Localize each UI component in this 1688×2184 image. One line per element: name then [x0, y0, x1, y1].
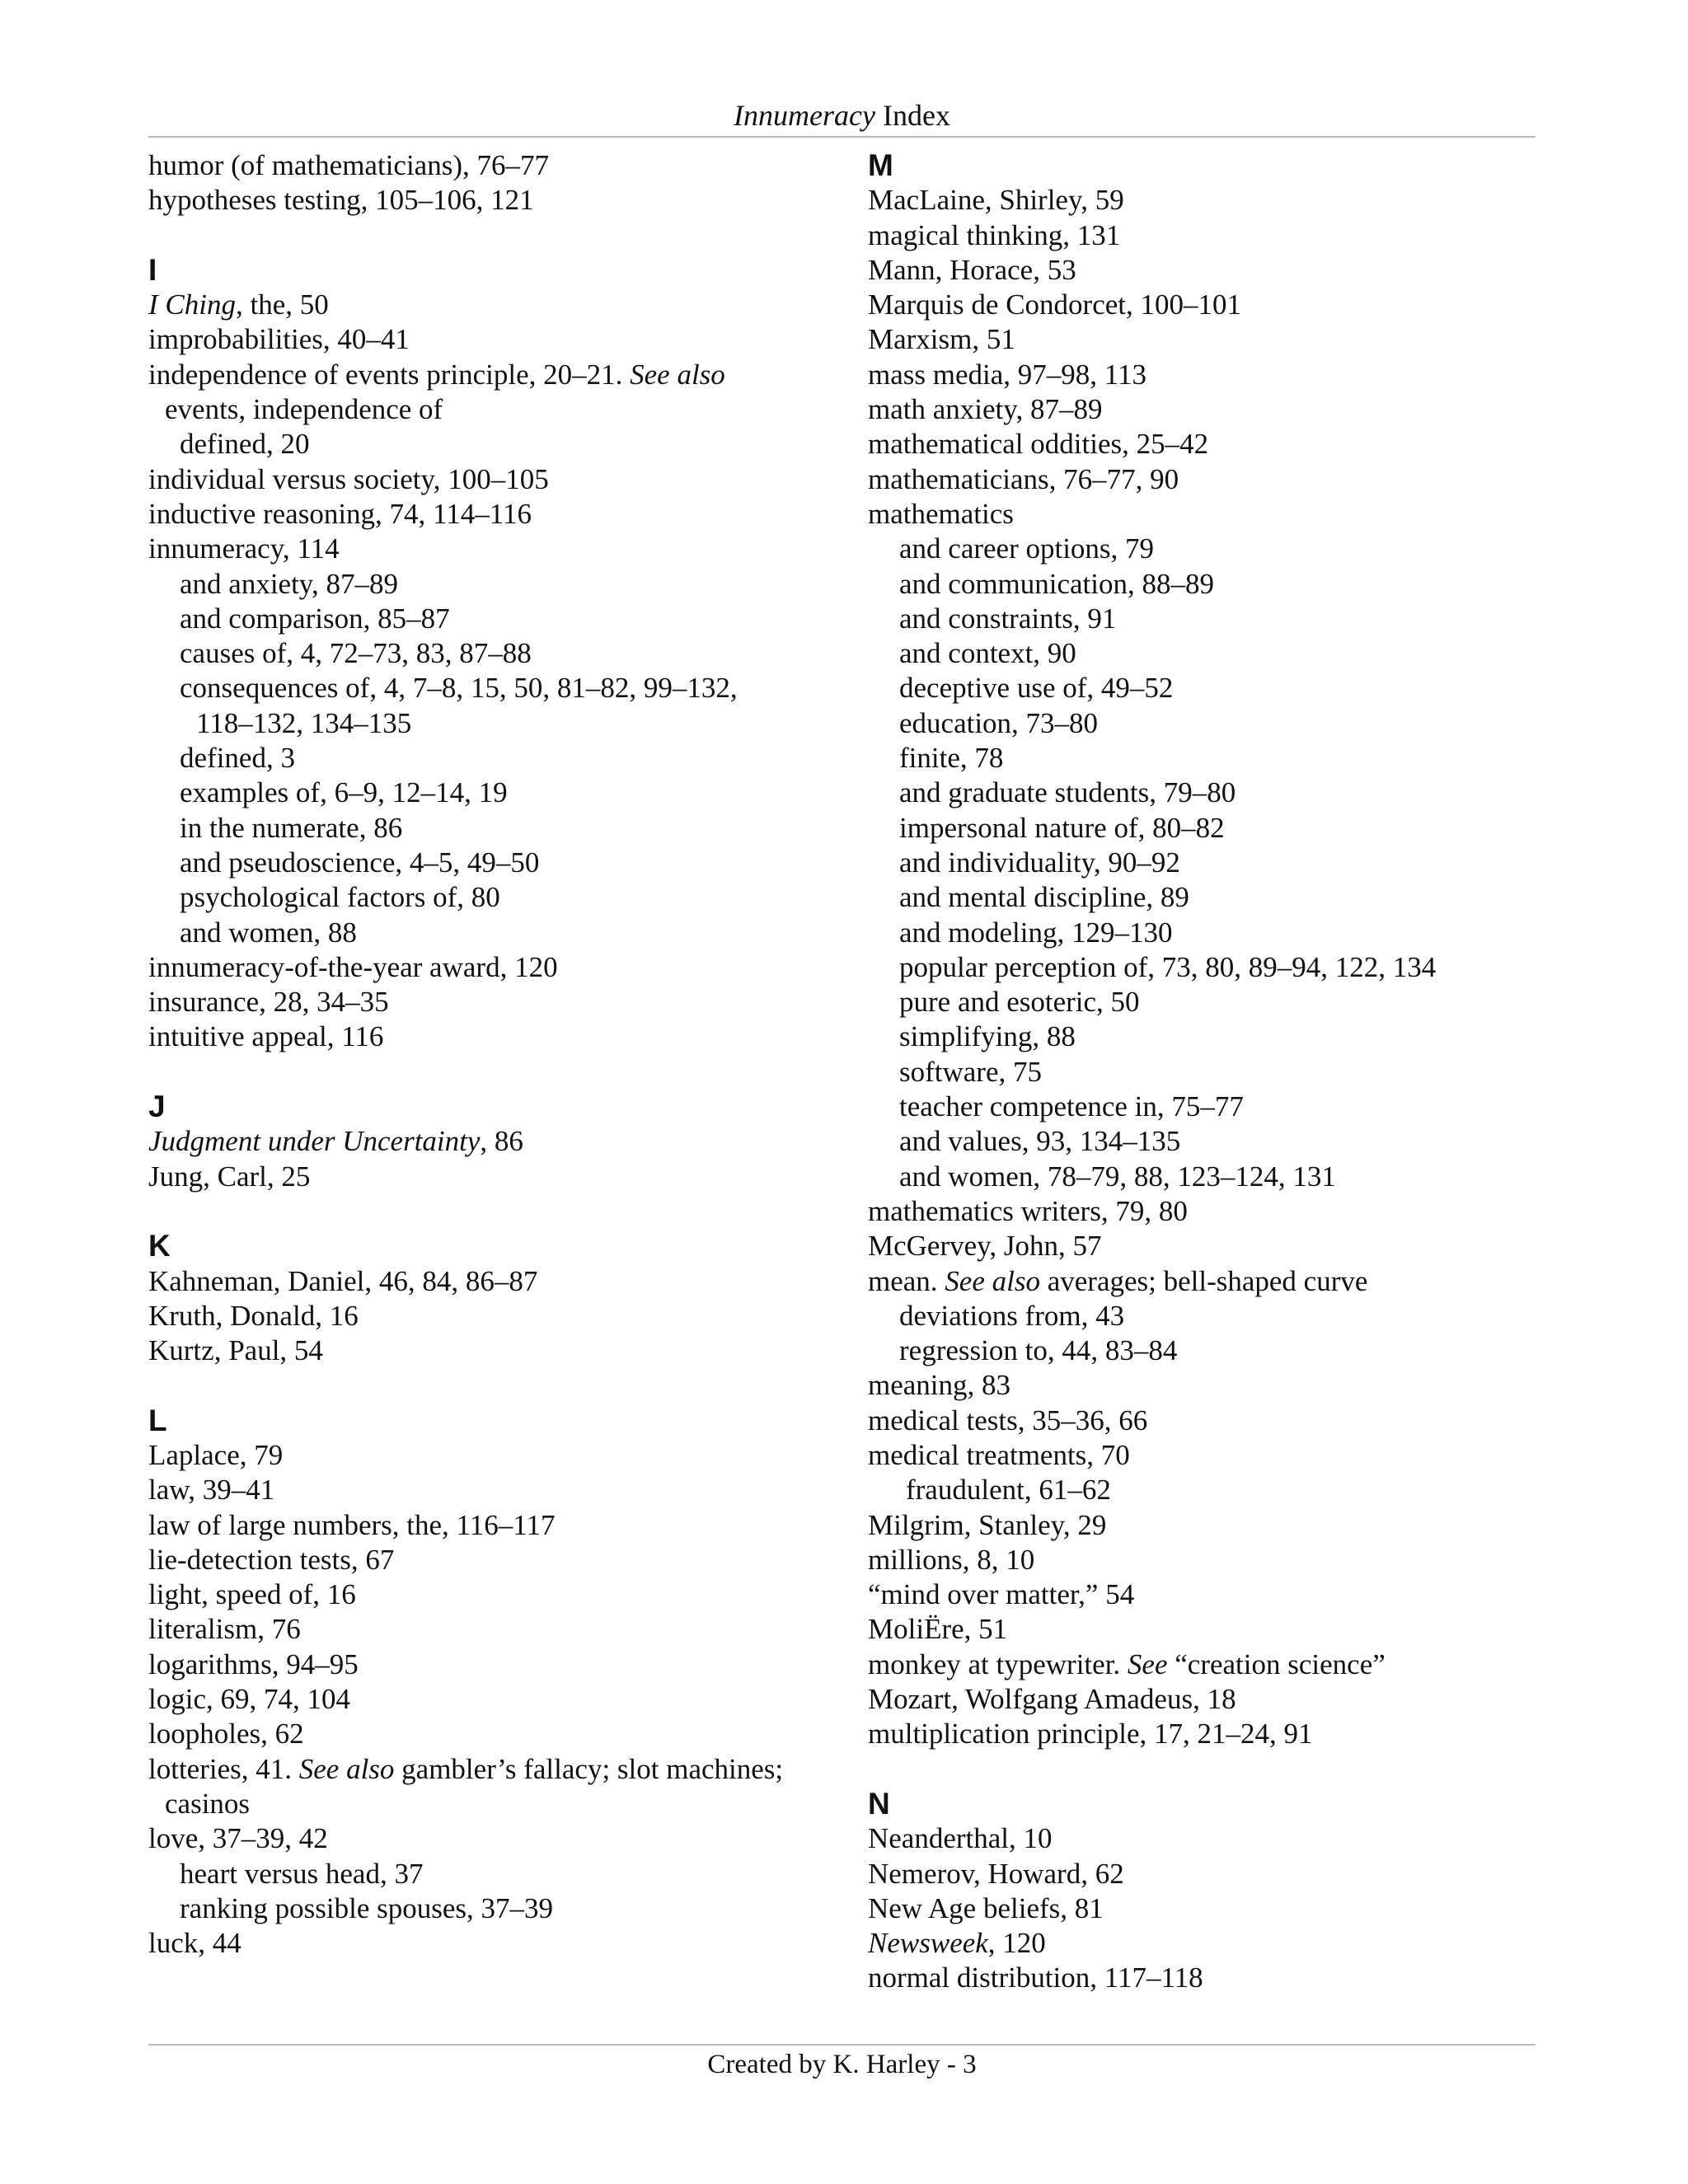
- index-entry: [148, 1299, 857, 1333]
- index-entry: [148, 1019, 857, 1054]
- index-entry: [868, 1961, 1536, 1995]
- index-italic-text: I Ching: [148, 288, 236, 321]
- index-entry: [148, 183, 857, 218]
- index-entry: [868, 427, 1536, 462]
- section-gap: [148, 1368, 857, 1403]
- index-text: defined, 3: [180, 742, 295, 775]
- index-text: ranking possible spouses, 37–39: [180, 1891, 554, 1924]
- index-subentry: [868, 636, 1536, 671]
- index-text: inductive reasoning, 74, 114–116: [148, 497, 532, 530]
- index-subentry: [868, 1019, 1536, 1054]
- index-subentry: [868, 1333, 1536, 1368]
- index-subentry: [868, 532, 1536, 566]
- index-text: examples of, 6–9, 12–14, 19: [180, 776, 508, 809]
- index-subentry: [148, 567, 857, 602]
- index-entry-continuation: [148, 1787, 857, 1821]
- header-divider: [148, 136, 1536, 138]
- index-text: MoliËre, 51: [868, 1613, 1008, 1646]
- index-text: Jung, Carl, 25: [148, 1160, 311, 1193]
- index-entry: [148, 1473, 857, 1507]
- index-subentry-continuation: [148, 706, 857, 741]
- index-entry: [148, 322, 857, 357]
- index-text: impersonal nature of, 80–82: [899, 811, 1225, 844]
- index-text: hypotheses testing, 105–106, 121: [148, 184, 534, 217]
- index-subentry: [868, 1299, 1536, 1333]
- index-text: L: [148, 1403, 167, 1437]
- index-text: and modeling, 129–130: [899, 916, 1173, 949]
- index-entry: [148, 1821, 857, 1856]
- section-gap: [148, 218, 857, 253]
- index-entry: [148, 985, 857, 1019]
- index-entry: [868, 1368, 1536, 1403]
- index-entry: [868, 1577, 1536, 1612]
- index-subentry: [868, 776, 1536, 810]
- index-entry: [868, 392, 1536, 427]
- index-entry: [148, 1438, 857, 1473]
- index-text: monkey at typewriter.: [868, 1647, 1128, 1680]
- index-text: and individuality, 90–92: [899, 846, 1180, 879]
- index-text: humor (of mathematicians), 76–77: [148, 149, 549, 181]
- index-text: averages; bell-shaped curve: [1039, 1264, 1368, 1297]
- index-entry: [868, 1194, 1536, 1229]
- index-subentry: [148, 427, 857, 462]
- index-entry: [148, 288, 857, 322]
- index-text: education, 73–80: [899, 706, 1099, 739]
- index-text: math anxiety, 87–89: [868, 393, 1103, 426]
- index-entry: [148, 462, 857, 497]
- index-entry: [148, 950, 857, 985]
- index-entry: [148, 1682, 857, 1717]
- index-text: 118–132, 134–135: [196, 706, 412, 739]
- section-gap: [868, 1752, 1536, 1787]
- index-text: psychological factors of, 80: [180, 881, 500, 914]
- index-column-right: [868, 148, 1536, 1996]
- index-text: “creation science”: [1167, 1647, 1386, 1680]
- index-italic-text: Newsweek: [868, 1927, 988, 1960]
- index-entry: [148, 1577, 857, 1612]
- index-text: insurance, 28, 34–35: [148, 986, 389, 1019]
- section-letter: [148, 1229, 857, 1263]
- index-text: casinos: [165, 1787, 251, 1820]
- index-subentry: [868, 811, 1536, 846]
- index-entry: [148, 1333, 857, 1368]
- index-column-left: [148, 148, 857, 1961]
- index-subentry: [868, 880, 1536, 915]
- index-entry: [868, 288, 1536, 322]
- index-text: mathematical oddities, 25–42: [868, 428, 1209, 461]
- index-entry: [868, 322, 1536, 357]
- index-entry: [868, 253, 1536, 288]
- index-text: and context, 90: [899, 637, 1076, 670]
- index-entry: [148, 1717, 857, 1751]
- index-text: and mental discipline, 89: [899, 881, 1189, 914]
- page-footer: Created by K. Harley - 3: [707, 2050, 977, 2079]
- index-text: simplifying, 88: [899, 1020, 1076, 1053]
- index-text: lotteries, 41.: [148, 1752, 299, 1785]
- index-subentry: [148, 741, 857, 776]
- index-entry: [148, 358, 857, 392]
- index-text: mathematicians, 76–77, 90: [868, 462, 1179, 495]
- index-entry: [148, 1543, 857, 1577]
- index-text: New Age beliefs, 81: [868, 1891, 1104, 1924]
- index-text: law, 39–41: [148, 1474, 275, 1507]
- index-subentry: [868, 916, 1536, 950]
- index-subentry: [868, 1160, 1536, 1194]
- index-subentry: [148, 846, 857, 880]
- index-text: and values, 93, 134–135: [899, 1125, 1181, 1158]
- index-entry: [868, 1717, 1536, 1751]
- header-title-italic: Innumeracy: [734, 99, 875, 132]
- index-text: defined, 20: [180, 428, 310, 461]
- index-italic-text: See also: [298, 1752, 395, 1785]
- index-text: J: [148, 1090, 166, 1124]
- index-text: Kurtz, Paul, 54: [148, 1334, 323, 1367]
- index-text: Laplace, 79: [148, 1438, 284, 1471]
- index-entry: [148, 1124, 857, 1159]
- index-italic-text: Judgment under Uncertainty: [148, 1125, 481, 1158]
- index-entry: [148, 1752, 857, 1787]
- section-letter: [868, 1787, 1536, 1821]
- index-entry: [868, 1264, 1536, 1299]
- index-text: , 120: [987, 1927, 1046, 1960]
- index-entry: [868, 1229, 1536, 1263]
- index-text: medical tests, 35–36, 66: [868, 1404, 1148, 1436]
- index-subentry: [148, 811, 857, 846]
- index-text: software, 75: [899, 1055, 1043, 1088]
- index-text: intuitive appeal, 116: [148, 1020, 384, 1053]
- index-entry: [868, 1612, 1536, 1647]
- index-text: normal distribution, 117–118: [868, 1961, 1203, 1994]
- index-text: love, 37–39, 42: [148, 1822, 328, 1855]
- index-entry: [868, 497, 1536, 532]
- index-italic-text: See: [1127, 1647, 1168, 1680]
- index-text: K: [148, 1229, 171, 1263]
- index-subentry: [148, 776, 857, 810]
- index-text: pure and esoteric, 50: [899, 986, 1140, 1019]
- index-text: McGervey, John, 57: [868, 1230, 1102, 1263]
- index-subentry: [868, 1473, 1536, 1507]
- index-text: Kahneman, Daniel, 46, 84, 86–87: [148, 1264, 538, 1297]
- index-text: meaning, 83: [868, 1369, 1011, 1402]
- index-subentry: [148, 602, 857, 636]
- section-letter: [868, 148, 1536, 183]
- index-text: and communication, 88–89: [899, 567, 1215, 600]
- page-header: [148, 97, 1536, 134]
- index-subentry: [868, 1055, 1536, 1090]
- index-text: Marxism, 51: [868, 323, 1015, 356]
- index-subentry: [148, 916, 857, 950]
- index-entry-continuation: [148, 392, 857, 427]
- index-text: teacher competence in, 75–77: [899, 1090, 1244, 1123]
- index-subentry: [868, 1124, 1536, 1159]
- index-entry: [868, 462, 1536, 497]
- index-text: finite, 78: [899, 742, 1004, 775]
- index-text: and graduate students, 79–80: [899, 776, 1236, 809]
- index-entry: [868, 1891, 1536, 1926]
- index-text: causes of, 4, 72–73, 83, 87–88: [180, 637, 532, 670]
- index-text: improbabilities, 40–41: [148, 323, 410, 356]
- index-entry: [868, 183, 1536, 218]
- index-text: fraudulent, 61–62: [906, 1474, 1111, 1507]
- index-text: mathematics: [868, 497, 1014, 530]
- index-text: I: [148, 252, 157, 287]
- index-text: magical thinking, 131: [868, 218, 1121, 251]
- index-subentry: [148, 1857, 857, 1891]
- index-entry: [868, 1438, 1536, 1473]
- index-text: multiplication principle, 17, 21–24, 91: [868, 1718, 1313, 1750]
- index-text: and women, 88: [180, 916, 357, 949]
- index-text: regression to, 44, 83–84: [899, 1334, 1178, 1367]
- index-text: innumeracy-of-the-year award, 120: [148, 950, 558, 983]
- index-text: , 86: [480, 1125, 523, 1158]
- index-text: light, speed of, 16: [148, 1578, 356, 1611]
- header-title-rest: Index: [874, 99, 950, 132]
- index-entry: [868, 1647, 1536, 1682]
- index-text: in the numerate, 86: [180, 811, 403, 844]
- index-subentry: [148, 880, 857, 915]
- index-text: Mann, Horace, 53: [868, 253, 1076, 286]
- index-text: logarithms, 94–95: [148, 1647, 359, 1680]
- index-text: and career options, 79: [899, 532, 1155, 565]
- section-letter: [148, 253, 857, 288]
- index-text: “mind over matter,” 54: [868, 1578, 1135, 1611]
- index-text: and anxiety, 87–89: [180, 567, 399, 600]
- index-subentry: [868, 741, 1536, 776]
- index-entry: [148, 1647, 857, 1682]
- index-subentry: [868, 846, 1536, 880]
- index-entry: [868, 1508, 1536, 1543]
- index-text: medical treatments, 70: [868, 1438, 1130, 1471]
- index-text: loopholes, 62: [148, 1718, 304, 1750]
- index-text: gambler’s fallacy; slot machines;: [394, 1752, 784, 1785]
- section-letter: [148, 1404, 857, 1438]
- section-letter: [148, 1090, 857, 1124]
- index-text: millions, 8, 10: [868, 1543, 1035, 1576]
- index-text: popular perception of, 73, 80, 89–94, 122, 134: [899, 950, 1437, 983]
- index-text: mean.: [868, 1264, 945, 1297]
- index-subentry: [148, 671, 857, 705]
- index-text: luck, 44: [148, 1927, 241, 1960]
- index-entry: [868, 1404, 1536, 1438]
- index-entry: [868, 218, 1536, 253]
- index-text: heart versus head, 37: [180, 1857, 424, 1890]
- index-text: deviations from, 43: [899, 1299, 1125, 1332]
- index-subentry: [868, 706, 1536, 741]
- index-text: consequences of, 4, 7–8, 15, 50, 81–82, 99–132,: [180, 672, 738, 705]
- index-text: independence of events principle, 20–21.: [148, 358, 631, 391]
- index-entry: [148, 1926, 857, 1961]
- index-text: N: [868, 1786, 890, 1821]
- index-subentry: [148, 636, 857, 671]
- index-subentry: [868, 602, 1536, 636]
- index-text: Milgrim, Stanley, 29: [868, 1508, 1107, 1541]
- index-text: and women, 78–79, 88, 123–124, 131: [899, 1160, 1336, 1193]
- section-gap: [148, 1055, 857, 1090]
- index-entry: [868, 358, 1536, 392]
- index-entry: [868, 1543, 1536, 1577]
- index-italic-text: See also: [945, 1264, 1040, 1297]
- index-text: Marquis de Condorcet, 100–101: [868, 288, 1241, 321]
- index-text: lie-detection tests, 67: [148, 1543, 395, 1576]
- index-text: M: [868, 148, 893, 182]
- index-subentry: [868, 567, 1536, 602]
- index-italic-text: See also: [630, 358, 725, 391]
- index-entry: [148, 1160, 857, 1194]
- index-subentry: [868, 950, 1536, 985]
- index-entry: [148, 1612, 857, 1647]
- index-subentry: [148, 1891, 857, 1926]
- index-text: individual versus society, 100–105: [148, 462, 549, 495]
- index-entry: [868, 1926, 1536, 1961]
- index-text: logic, 69, 74, 104: [148, 1683, 350, 1716]
- index-entry: [868, 1682, 1536, 1717]
- index-entry: [148, 532, 857, 566]
- section-gap: [148, 1194, 857, 1229]
- index-entry: [148, 1508, 857, 1543]
- index-entry: [148, 497, 857, 532]
- index-text: Mozart, Wolfgang Amadeus, 18: [868, 1683, 1236, 1716]
- index-text: , the, 50: [235, 288, 329, 321]
- index-text: mass media, 97–98, 113: [868, 358, 1146, 391]
- index-text: deceptive use of, 49–52: [899, 672, 1174, 705]
- index-text: Nemerov, Howard, 62: [868, 1857, 1124, 1890]
- index-text: Neanderthal, 10: [868, 1822, 1053, 1855]
- index-text: Kruth, Donald, 16: [148, 1299, 359, 1332]
- index-subentry: [868, 671, 1536, 705]
- index-subentry: [868, 985, 1536, 1019]
- index-text: law of large numbers, the, 116–117: [148, 1508, 556, 1541]
- footer-divider: [148, 2044, 1536, 2046]
- index-entry: [868, 1821, 1536, 1856]
- index-text: and constraints, 91: [899, 602, 1117, 635]
- index-text: MacLaine, Shirley, 59: [868, 184, 1124, 217]
- index-text: events, independence of: [165, 393, 443, 426]
- index-entry: [148, 148, 857, 183]
- index-entry: [868, 1857, 1536, 1891]
- index-text: and pseudoscience, 4–5, 49–50: [180, 846, 540, 879]
- index-text: literalism, 76: [148, 1613, 301, 1646]
- index-text: innumeracy, 114: [148, 532, 340, 565]
- index-text: mathematics writers, 79, 80: [868, 1194, 1188, 1227]
- index-text: and comparison, 85–87: [180, 602, 450, 635]
- index-subentry: [868, 1090, 1536, 1124]
- index-entry: [148, 1264, 857, 1299]
